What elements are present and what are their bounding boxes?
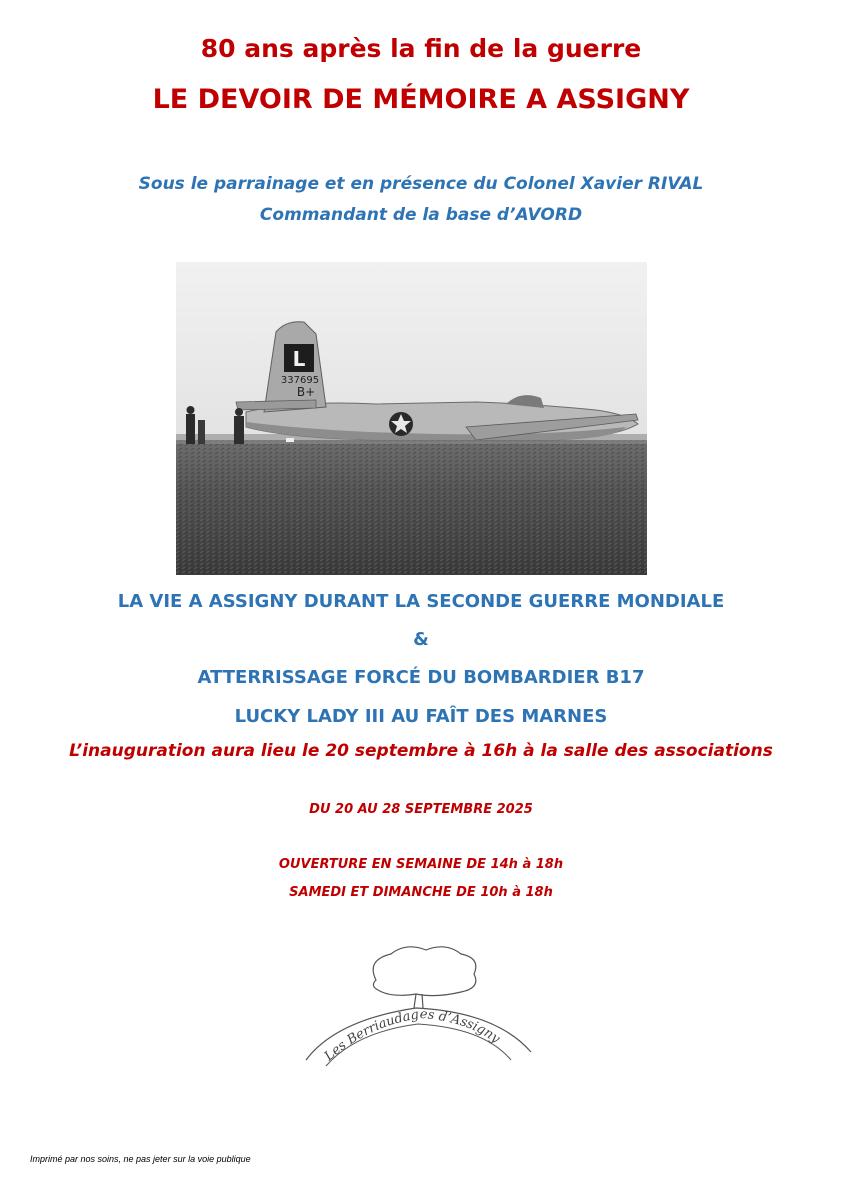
headline-anniversary: 80 ans après la fin de la guerre — [200, 34, 642, 63]
event-title-line1: LA VIE A ASSIGNY DURANT LA SECONDE GUERRE MONDIALE — [117, 591, 725, 612]
patronage-role: Commandant de la base d’AVORD — [259, 205, 583, 225]
tail-letter: L — [292, 347, 306, 371]
opening-hours-weekdays: OUVERTURE EN SEMAINE DE 14h à 18h — [278, 857, 564, 872]
footer-disclaimer: Imprimé par nos soins, ne pas jeter sur la voie publique — [30, 1154, 251, 1164]
exhibition-dates: DU 20 AU 28 SEPTEMBRE 2025 — [309, 802, 533, 817]
association-logo — [296, 940, 546, 1080]
event-ampersand: & — [413, 629, 429, 650]
logo-text: Les Berriaudages d’Assigny — [321, 1006, 503, 1065]
event-title-line3: LUCKY LADY III AU FAÎT DES MARNES — [234, 706, 608, 727]
tail-code: B+ — [296, 385, 316, 399]
opening-hours-weekend: SAMEDI ET DIMANCHE DE 10h à 18h — [289, 885, 553, 900]
event-title-line2: ATTERRISSAGE FORCÉ DU BOMBARDIER B17 — [197, 667, 645, 688]
patronage-line: Sous le parrainage et en présence du Colonel Xavier RIVAL — [138, 174, 704, 194]
inauguration-text: L’inauguration aura lieu le 20 septembre à 16h à la salle des associations — [69, 741, 773, 761]
b17-bomber-photo — [176, 262, 647, 575]
page-title: LE DEVOIR DE MÉMOIRE A ASSIGNY — [152, 84, 690, 115]
tail-serial: 337695 — [280, 375, 320, 386]
